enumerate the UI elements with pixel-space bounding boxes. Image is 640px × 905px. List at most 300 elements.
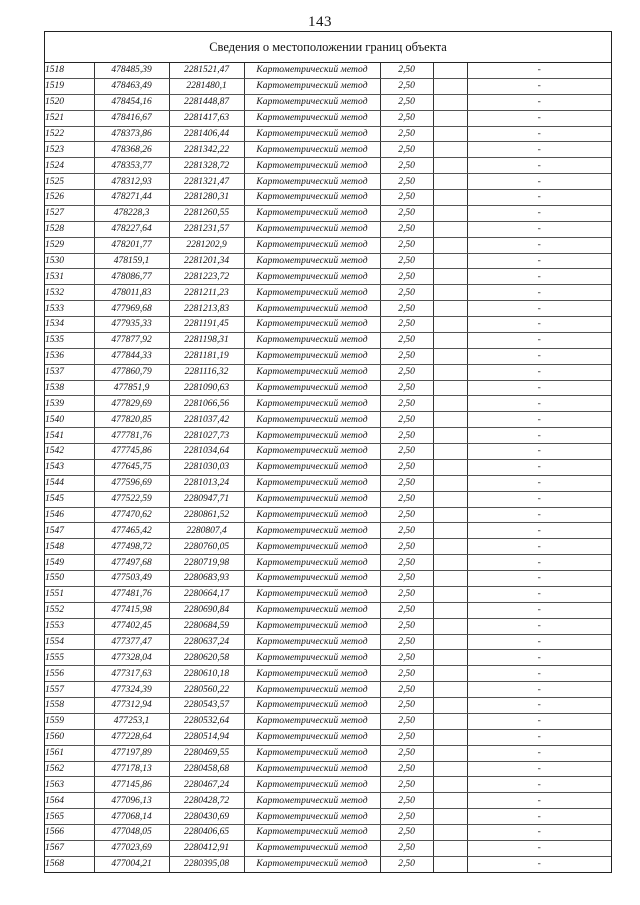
empty-cell bbox=[433, 317, 467, 333]
y-coordinate-cell: 2281280,31 bbox=[169, 190, 244, 206]
x-coordinate-cell: 477415,98 bbox=[94, 602, 169, 618]
table-row bbox=[45, 475, 611, 491]
table-row bbox=[45, 396, 611, 412]
point-number-cell: 1541 bbox=[45, 428, 94, 444]
x-coordinate-cell: 478368,26 bbox=[94, 142, 169, 158]
accuracy-cell: 2,50 bbox=[380, 555, 433, 571]
method-cell: Картометрический метод bbox=[244, 174, 380, 190]
y-coordinate-cell: 2280395,08 bbox=[169, 856, 244, 871]
point-number-cell: 1547 bbox=[45, 523, 94, 539]
table-row bbox=[45, 78, 611, 94]
point-number-cell: 1567 bbox=[45, 840, 94, 856]
x-coordinate-cell: 477877,92 bbox=[94, 332, 169, 348]
description-cell: - bbox=[467, 825, 611, 841]
x-coordinate-cell: 478416,67 bbox=[94, 110, 169, 126]
point-number-cell: 1531 bbox=[45, 269, 94, 285]
y-coordinate-cell: 2280637,24 bbox=[169, 634, 244, 650]
accuracy-cell: 2,50 bbox=[380, 396, 433, 412]
empty-cell bbox=[433, 364, 467, 380]
x-coordinate-cell: 478086,77 bbox=[94, 269, 169, 285]
table-row bbox=[45, 650, 611, 666]
description-cell: - bbox=[467, 761, 611, 777]
accuracy-cell: 2,50 bbox=[380, 539, 433, 555]
x-coordinate-cell: 477004,21 bbox=[94, 856, 169, 871]
point-number-cell: 1534 bbox=[45, 317, 94, 333]
description-cell: - bbox=[467, 126, 611, 142]
y-coordinate-cell: 2281116,32 bbox=[169, 364, 244, 380]
y-coordinate-cell: 2280684,59 bbox=[169, 618, 244, 634]
description-cell: - bbox=[467, 602, 611, 618]
point-number-cell: 1530 bbox=[45, 253, 94, 269]
description-cell: - bbox=[467, 253, 611, 269]
point-number-cell: 1560 bbox=[45, 729, 94, 745]
empty-cell bbox=[433, 475, 467, 491]
y-coordinate-cell: 2281480,1 bbox=[169, 78, 244, 94]
table-row bbox=[45, 317, 611, 333]
y-coordinate-cell: 2281448,87 bbox=[169, 94, 244, 110]
method-cell: Картометрический метод bbox=[244, 285, 380, 301]
table-row bbox=[45, 301, 611, 317]
point-number-cell: 1555 bbox=[45, 650, 94, 666]
empty-cell bbox=[433, 269, 467, 285]
x-coordinate-cell: 477328,04 bbox=[94, 650, 169, 666]
point-number-cell: 1542 bbox=[45, 444, 94, 460]
accuracy-cell: 2,50 bbox=[380, 253, 433, 269]
y-coordinate-cell: 2281321,47 bbox=[169, 174, 244, 190]
accuracy-cell: 2,50 bbox=[380, 364, 433, 380]
accuracy-cell: 2,50 bbox=[380, 650, 433, 666]
x-coordinate-cell: 477402,45 bbox=[94, 618, 169, 634]
method-cell: Картометрический метод bbox=[244, 158, 380, 174]
y-coordinate-cell: 2280861,52 bbox=[169, 507, 244, 523]
x-coordinate-cell: 478227,64 bbox=[94, 221, 169, 237]
section-title: Сведения о местоположении границ объекта bbox=[45, 32, 611, 63]
method-cell: Картометрический метод bbox=[244, 761, 380, 777]
empty-cell bbox=[433, 666, 467, 682]
page-number: 143 bbox=[308, 14, 332, 30]
description-cell: - bbox=[467, 364, 611, 380]
empty-cell bbox=[433, 459, 467, 475]
empty-cell bbox=[433, 713, 467, 729]
method-cell: Картометрический метод bbox=[244, 444, 380, 460]
y-coordinate-cell: 2281223,72 bbox=[169, 269, 244, 285]
coordinates-table-body bbox=[45, 63, 611, 872]
y-coordinate-cell: 2281037,42 bbox=[169, 412, 244, 428]
y-coordinate-cell: 2280683,93 bbox=[169, 571, 244, 587]
x-coordinate-cell: 478011,83 bbox=[94, 285, 169, 301]
method-cell: Картометрический метод bbox=[244, 301, 380, 317]
accuracy-cell: 2,50 bbox=[380, 856, 433, 871]
accuracy-cell: 2,50 bbox=[380, 809, 433, 825]
method-cell: Картометрический метод bbox=[244, 698, 380, 714]
empty-cell bbox=[433, 825, 467, 841]
table-row bbox=[45, 507, 611, 523]
table-row bbox=[45, 205, 611, 221]
accuracy-cell: 2,50 bbox=[380, 190, 433, 206]
y-coordinate-cell: 2281066,56 bbox=[169, 396, 244, 412]
accuracy-cell: 2,50 bbox=[380, 523, 433, 539]
table-row bbox=[45, 793, 611, 809]
y-coordinate-cell: 2281181,19 bbox=[169, 348, 244, 364]
point-number-cell: 1527 bbox=[45, 205, 94, 221]
accuracy-cell: 2,50 bbox=[380, 110, 433, 126]
empty-cell bbox=[433, 444, 467, 460]
x-coordinate-cell: 477781,76 bbox=[94, 428, 169, 444]
x-coordinate-cell: 477023,69 bbox=[94, 840, 169, 856]
y-coordinate-cell: 2281201,34 bbox=[169, 253, 244, 269]
x-coordinate-cell: 477048,05 bbox=[94, 825, 169, 841]
x-coordinate-cell: 478271,44 bbox=[94, 190, 169, 206]
empty-cell bbox=[433, 539, 467, 555]
description-cell: - bbox=[467, 539, 611, 555]
description-cell: - bbox=[467, 285, 611, 301]
description-cell: - bbox=[467, 190, 611, 206]
description-cell: - bbox=[467, 618, 611, 634]
point-number-cell: 1564 bbox=[45, 793, 94, 809]
method-cell: Картометрический метод bbox=[244, 555, 380, 571]
x-coordinate-cell: 477498,72 bbox=[94, 539, 169, 555]
point-number-cell: 1563 bbox=[45, 777, 94, 793]
x-coordinate-cell: 477503,49 bbox=[94, 571, 169, 587]
y-coordinate-cell: 2281342,22 bbox=[169, 142, 244, 158]
y-coordinate-cell: 2280514,94 bbox=[169, 729, 244, 745]
method-cell: Картометрический метод bbox=[244, 539, 380, 555]
accuracy-cell: 2,50 bbox=[380, 78, 433, 94]
method-cell: Картометрический метод bbox=[244, 63, 380, 78]
y-coordinate-cell: 2280690,84 bbox=[169, 602, 244, 618]
accuracy-cell: 2,50 bbox=[380, 586, 433, 602]
description-cell: - bbox=[467, 78, 611, 94]
coordinates-table bbox=[45, 63, 611, 872]
description-cell: - bbox=[467, 507, 611, 523]
empty-cell bbox=[433, 205, 467, 221]
y-coordinate-cell: 2280467,24 bbox=[169, 777, 244, 793]
accuracy-cell: 2,50 bbox=[380, 317, 433, 333]
table-row bbox=[45, 364, 611, 380]
empty-cell bbox=[433, 507, 467, 523]
accuracy-cell: 2,50 bbox=[380, 444, 433, 460]
point-number-cell: 1529 bbox=[45, 237, 94, 253]
table-row bbox=[45, 412, 611, 428]
point-number-cell: 1549 bbox=[45, 555, 94, 571]
empty-cell bbox=[433, 412, 467, 428]
point-number-cell: 1519 bbox=[45, 78, 94, 94]
accuracy-cell: 2,50 bbox=[380, 459, 433, 475]
point-number-cell: 1553 bbox=[45, 618, 94, 634]
description-cell: - bbox=[467, 682, 611, 698]
description-cell: - bbox=[467, 396, 611, 412]
point-number-cell: 1548 bbox=[45, 539, 94, 555]
point-number-cell: 1546 bbox=[45, 507, 94, 523]
table-row bbox=[45, 253, 611, 269]
x-coordinate-cell: 477851,9 bbox=[94, 380, 169, 396]
y-coordinate-cell: 2280406,65 bbox=[169, 825, 244, 841]
y-coordinate-cell: 2281090,63 bbox=[169, 380, 244, 396]
x-coordinate-cell: 478454,16 bbox=[94, 94, 169, 110]
x-coordinate-cell: 477096,13 bbox=[94, 793, 169, 809]
accuracy-cell: 2,50 bbox=[380, 618, 433, 634]
table-row bbox=[45, 761, 611, 777]
method-cell: Картометрический метод bbox=[244, 126, 380, 142]
point-number-cell: 1551 bbox=[45, 586, 94, 602]
point-number-cell: 1556 bbox=[45, 666, 94, 682]
empty-cell bbox=[433, 396, 467, 412]
method-cell: Картометрический метод bbox=[244, 380, 380, 396]
point-number-cell: 1535 bbox=[45, 332, 94, 348]
method-cell: Картометрический метод bbox=[244, 809, 380, 825]
point-number-cell: 1554 bbox=[45, 634, 94, 650]
description-cell: - bbox=[467, 142, 611, 158]
x-coordinate-cell: 477324,39 bbox=[94, 682, 169, 698]
description-cell: - bbox=[467, 698, 611, 714]
empty-cell bbox=[433, 586, 467, 602]
table-row bbox=[45, 555, 611, 571]
y-coordinate-cell: 2281406,44 bbox=[169, 126, 244, 142]
table-row bbox=[45, 523, 611, 539]
method-cell: Картометрический метод bbox=[244, 428, 380, 444]
table-row bbox=[45, 666, 611, 682]
table-row bbox=[45, 444, 611, 460]
accuracy-cell: 2,50 bbox=[380, 412, 433, 428]
y-coordinate-cell: 2280947,71 bbox=[169, 491, 244, 507]
x-coordinate-cell: 478353,77 bbox=[94, 158, 169, 174]
table-row bbox=[45, 698, 611, 714]
empty-cell bbox=[433, 380, 467, 396]
point-number-cell: 1538 bbox=[45, 380, 94, 396]
description-cell: - bbox=[467, 444, 611, 460]
empty-cell bbox=[433, 650, 467, 666]
accuracy-cell: 2,50 bbox=[380, 745, 433, 761]
description-cell: - bbox=[467, 63, 611, 78]
empty-cell bbox=[433, 793, 467, 809]
point-number-cell: 1537 bbox=[45, 364, 94, 380]
x-coordinate-cell: 477145,86 bbox=[94, 777, 169, 793]
description-cell: - bbox=[467, 840, 611, 856]
accuracy-cell: 2,50 bbox=[380, 332, 433, 348]
y-coordinate-cell: 2280620,58 bbox=[169, 650, 244, 666]
x-coordinate-cell: 477969,68 bbox=[94, 301, 169, 317]
x-coordinate-cell: 478228,3 bbox=[94, 205, 169, 221]
point-number-cell: 1536 bbox=[45, 348, 94, 364]
method-cell: Картометрический метод bbox=[244, 491, 380, 507]
y-coordinate-cell: 2280428,72 bbox=[169, 793, 244, 809]
table-row bbox=[45, 840, 611, 856]
table-row bbox=[45, 825, 611, 841]
y-coordinate-cell: 2281198,31 bbox=[169, 332, 244, 348]
accuracy-cell: 2,50 bbox=[380, 666, 433, 682]
accuracy-cell: 2,50 bbox=[380, 634, 433, 650]
description-cell: - bbox=[467, 650, 611, 666]
table-row bbox=[45, 380, 611, 396]
description-cell: - bbox=[467, 110, 611, 126]
description-cell: - bbox=[467, 713, 611, 729]
method-cell: Картометрический метод bbox=[244, 459, 380, 475]
table-row bbox=[45, 158, 611, 174]
x-coordinate-cell: 477253,1 bbox=[94, 713, 169, 729]
description-cell: - bbox=[467, 459, 611, 475]
x-coordinate-cell: 477645,75 bbox=[94, 459, 169, 475]
empty-cell bbox=[433, 142, 467, 158]
method-cell: Картометрический метод bbox=[244, 571, 380, 587]
method-cell: Картометрический метод bbox=[244, 586, 380, 602]
table-row bbox=[45, 174, 611, 190]
point-number-cell: 1545 bbox=[45, 491, 94, 507]
method-cell: Картометрический метод bbox=[244, 475, 380, 491]
table-row bbox=[45, 745, 611, 761]
description-cell: - bbox=[467, 332, 611, 348]
point-number-cell: 1544 bbox=[45, 475, 94, 491]
description-cell: - bbox=[467, 348, 611, 364]
description-cell: - bbox=[467, 237, 611, 253]
accuracy-cell: 2,50 bbox=[380, 237, 433, 253]
point-number-cell: 1525 bbox=[45, 174, 94, 190]
y-coordinate-cell: 2280412,91 bbox=[169, 840, 244, 856]
description-cell: - bbox=[467, 317, 611, 333]
y-coordinate-cell: 2280807,4 bbox=[169, 523, 244, 539]
description-cell: - bbox=[467, 809, 611, 825]
description-cell: - bbox=[467, 301, 611, 317]
point-number-cell: 1518 bbox=[45, 63, 94, 78]
empty-cell bbox=[433, 618, 467, 634]
accuracy-cell: 2,50 bbox=[380, 126, 433, 142]
accuracy-cell: 2,50 bbox=[380, 269, 433, 285]
description-cell: - bbox=[467, 729, 611, 745]
empty-cell bbox=[433, 745, 467, 761]
x-coordinate-cell: 478159,1 bbox=[94, 253, 169, 269]
y-coordinate-cell: 2280760,05 bbox=[169, 539, 244, 555]
boundary-table-sheet bbox=[44, 31, 612, 873]
point-number-cell: 1557 bbox=[45, 682, 94, 698]
table-row bbox=[45, 332, 611, 348]
method-cell: Картометрический метод bbox=[244, 110, 380, 126]
x-coordinate-cell: 477522,59 bbox=[94, 491, 169, 507]
x-coordinate-cell: 477317,63 bbox=[94, 666, 169, 682]
accuracy-cell: 2,50 bbox=[380, 205, 433, 221]
table-row bbox=[45, 237, 611, 253]
y-coordinate-cell: 2281260,55 bbox=[169, 205, 244, 221]
accuracy-cell: 2,50 bbox=[380, 174, 433, 190]
empty-cell bbox=[433, 682, 467, 698]
empty-cell bbox=[433, 332, 467, 348]
method-cell: Картометрический метод bbox=[244, 507, 380, 523]
description-cell: - bbox=[467, 586, 611, 602]
table-row bbox=[45, 539, 611, 555]
empty-cell bbox=[433, 253, 467, 269]
empty-cell bbox=[433, 602, 467, 618]
point-number-cell: 1543 bbox=[45, 459, 94, 475]
description-cell: - bbox=[467, 634, 611, 650]
empty-cell bbox=[433, 174, 467, 190]
y-coordinate-cell: 2281034,64 bbox=[169, 444, 244, 460]
empty-cell bbox=[433, 428, 467, 444]
table-row bbox=[45, 586, 611, 602]
method-cell: Картометрический метод bbox=[244, 729, 380, 745]
accuracy-cell: 2,50 bbox=[380, 301, 433, 317]
y-coordinate-cell: 2280610,18 bbox=[169, 666, 244, 682]
x-coordinate-cell: 477178,13 bbox=[94, 761, 169, 777]
point-number-cell: 1562 bbox=[45, 761, 94, 777]
method-cell: Картометрический метод bbox=[244, 777, 380, 793]
method-cell: Картометрический метод bbox=[244, 745, 380, 761]
point-number-cell: 1561 bbox=[45, 745, 94, 761]
table-row bbox=[45, 682, 611, 698]
empty-cell bbox=[433, 110, 467, 126]
point-number-cell: 1550 bbox=[45, 571, 94, 587]
table-row bbox=[45, 63, 611, 78]
y-coordinate-cell: 2280543,57 bbox=[169, 698, 244, 714]
y-coordinate-cell: 2281191,45 bbox=[169, 317, 244, 333]
x-coordinate-cell: 477068,14 bbox=[94, 809, 169, 825]
accuracy-cell: 2,50 bbox=[380, 507, 433, 523]
empty-cell bbox=[433, 777, 467, 793]
y-coordinate-cell: 2281417,63 bbox=[169, 110, 244, 126]
x-coordinate-cell: 477860,79 bbox=[94, 364, 169, 380]
x-coordinate-cell: 477481,76 bbox=[94, 586, 169, 602]
description-cell: - bbox=[467, 793, 611, 809]
accuracy-cell: 2,50 bbox=[380, 682, 433, 698]
empty-cell bbox=[433, 190, 467, 206]
empty-cell bbox=[433, 285, 467, 301]
method-cell: Картометрический метод bbox=[244, 618, 380, 634]
method-cell: Картометрический метод bbox=[244, 634, 380, 650]
accuracy-cell: 2,50 bbox=[380, 285, 433, 301]
method-cell: Картометрический метод bbox=[244, 78, 380, 94]
table-row bbox=[45, 459, 611, 475]
empty-cell bbox=[433, 301, 467, 317]
accuracy-cell: 2,50 bbox=[380, 713, 433, 729]
empty-cell bbox=[433, 348, 467, 364]
y-coordinate-cell: 2280532,64 bbox=[169, 713, 244, 729]
y-coordinate-cell: 2281211,23 bbox=[169, 285, 244, 301]
table-row bbox=[45, 110, 611, 126]
method-cell: Картометрический метод bbox=[244, 825, 380, 841]
x-coordinate-cell: 477820,85 bbox=[94, 412, 169, 428]
y-coordinate-cell: 2281213,83 bbox=[169, 301, 244, 317]
table-row bbox=[45, 126, 611, 142]
method-cell: Картометрический метод bbox=[244, 650, 380, 666]
point-number-cell: 1528 bbox=[45, 221, 94, 237]
x-coordinate-cell: 477829,69 bbox=[94, 396, 169, 412]
description-cell: - bbox=[467, 745, 611, 761]
empty-cell bbox=[433, 840, 467, 856]
method-cell: Картометрический метод bbox=[244, 523, 380, 539]
x-coordinate-cell: 478201,77 bbox=[94, 237, 169, 253]
description-cell: - bbox=[537, 859, 541, 870]
table-row bbox=[45, 777, 611, 793]
description-cell: - bbox=[467, 269, 611, 285]
empty-cell bbox=[433, 555, 467, 571]
description-cell: - bbox=[467, 412, 611, 428]
method-cell: Картометрический метод bbox=[244, 269, 380, 285]
table-row bbox=[45, 618, 611, 634]
table-row bbox=[45, 221, 611, 237]
method-cell: Картометрический метод bbox=[244, 793, 380, 809]
table-row bbox=[45, 729, 611, 745]
table-row bbox=[45, 190, 611, 206]
method-cell: Картометрический метод bbox=[244, 142, 380, 158]
method-cell: Картометрический метод bbox=[244, 317, 380, 333]
x-coordinate-cell: 477596,69 bbox=[94, 475, 169, 491]
table-row bbox=[45, 142, 611, 158]
empty-cell bbox=[433, 158, 467, 174]
accuracy-cell: 2,50 bbox=[380, 142, 433, 158]
y-coordinate-cell: 2281030,03 bbox=[169, 459, 244, 475]
x-coordinate-cell: 477377,47 bbox=[94, 634, 169, 650]
y-coordinate-cell: 2281328,72 bbox=[169, 158, 244, 174]
accuracy-cell: 2,50 bbox=[380, 840, 433, 856]
description-cell: - bbox=[467, 94, 611, 110]
table-row bbox=[45, 285, 611, 301]
